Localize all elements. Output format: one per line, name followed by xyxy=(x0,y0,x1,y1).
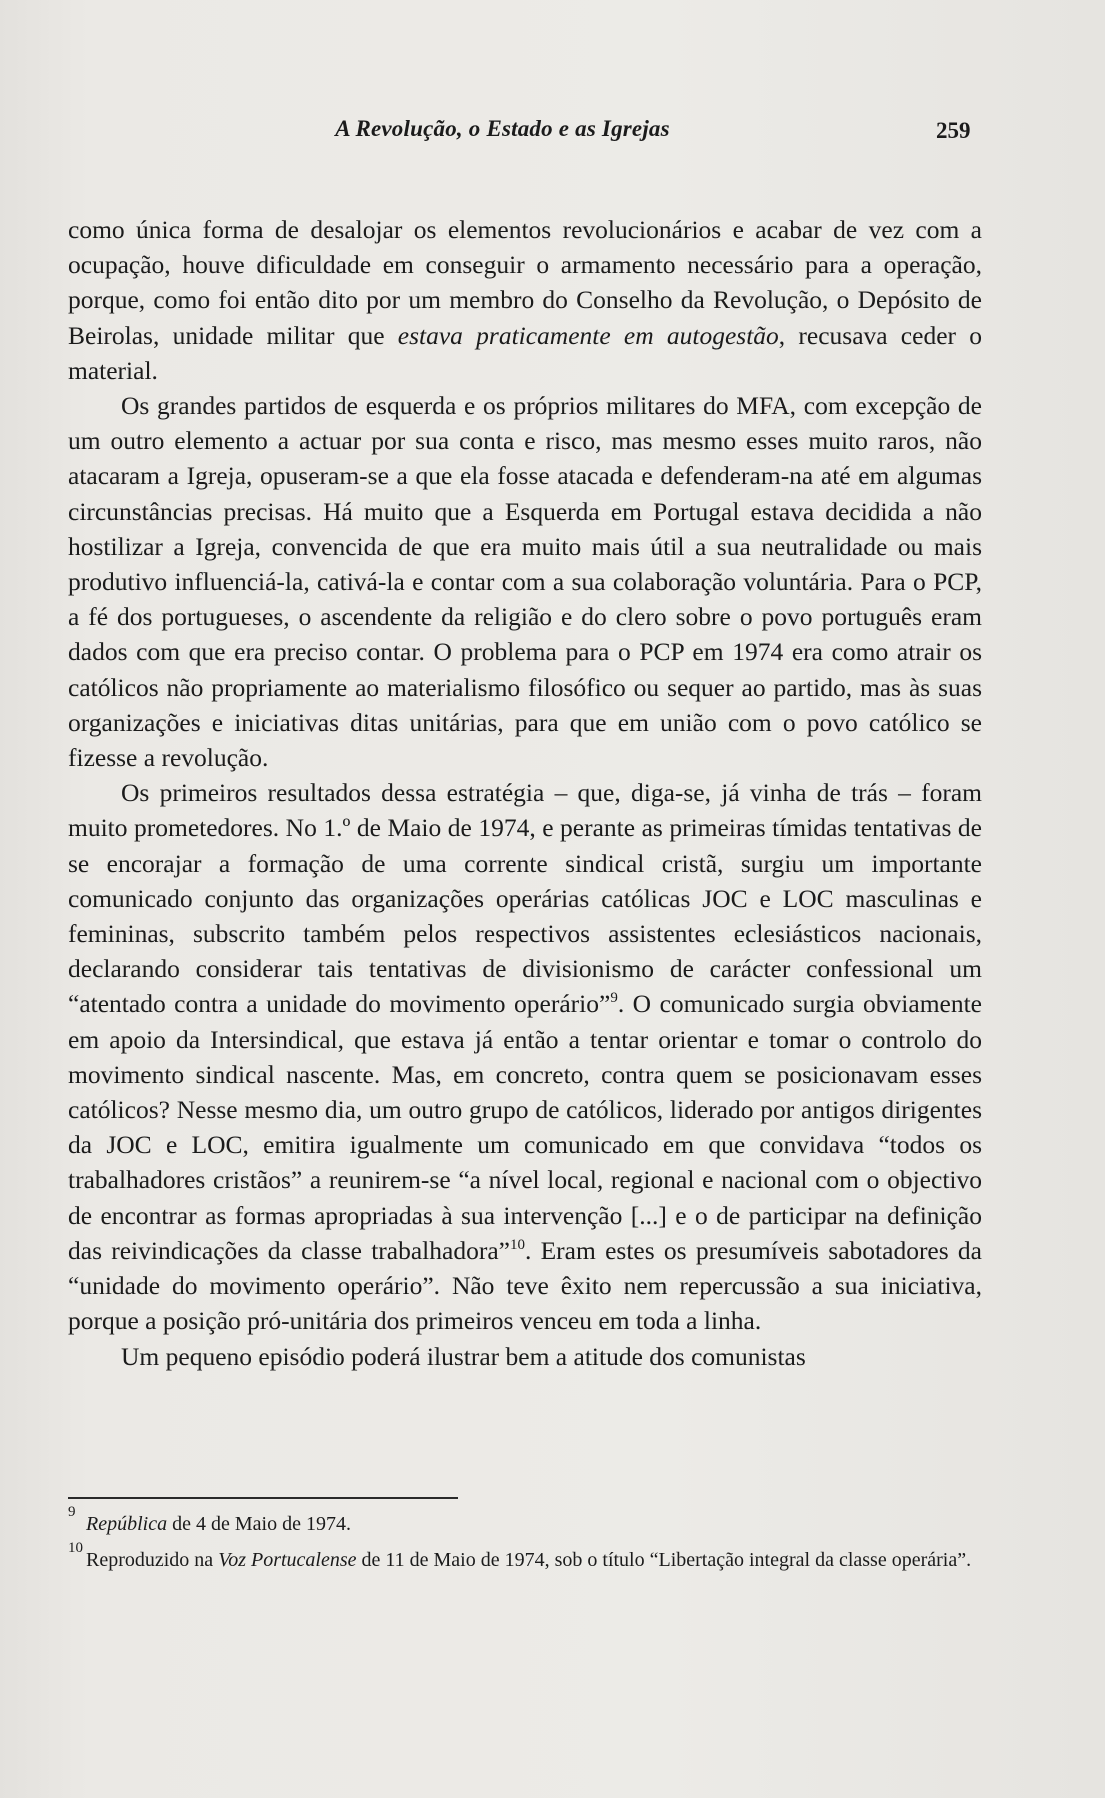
paragraph-3-text-c: . Eram estes os presumíveis sabotadores da “unidade do movimento operário”. Não teve êxito nem repercussão a sua iniciativa, porque a posição pró-unitária dos primeiros venceu em toda a linha. xyxy=(68,1235,983,1336)
footnote-9-text: de 4 de Maio de 1974. xyxy=(167,1513,351,1535)
paragraph-1-emphasis: estava praticamente em autogestão xyxy=(397,320,779,350)
footnotes xyxy=(68,1500,982,1572)
footnote-9 xyxy=(68,1504,982,1536)
paragraph-1 xyxy=(68,212,982,388)
footnote-10-text-b: de 11 de Maio de 1974, sob o título “Libertação integral da classe operária”. xyxy=(356,1549,972,1571)
footnote-ref-9: 9 xyxy=(610,990,618,1007)
paragraph-4: Um pequeno episódio poderá ilustrar bem a atitude dos comunistas xyxy=(121,1341,806,1371)
footnote-10-source: Voz Portucalense xyxy=(218,1549,357,1571)
paragraph-2: Os grandes partidos de esquerda e os próprios militares do MFA, com excepção de um outro elemento a actuar por sua conta e risco, mas mesmo esses muito raros, não atacaram a Igreja, opuseram-se a que ela fosse atacada e defenderam-na até em algumas circunstâncias precisas. Há muito que a Esquerda em Portugal estava decidida a não hostilizar a Igreja, convencida de que era muito mais útil a sua neutralidade ou mais produtivo influenciá-la, cativá-la e contar com a sua colaboração voluntária. Para o PCP, a fé dos portugueses, o ascendente da religião e do clero sobre o povo português eram dados com que era preciso contar. O problema para o PCP em 1974 era como atrair os católicos não propriamente ao materialismo filosófico ou sequer ao partido, mas às suas organizações e iniciativas ditas unitárias, para que em união com o povo católico se fizesse a revolução. xyxy=(68,391,982,773)
footnote-10 xyxy=(68,1540,982,1572)
paragraph-3-text-a: Os primeiros resultados dessa estratégia – que, diga-se, já vinha de trás – foram muito prometedores. No 1.º de Maio de 1974, e perante as primeiras tímidas tentativas de se encorajar a formação de uma corrente sindical cristã, surgiu um importante comunicado conjunto das organizações operárias católicas JOC e LOC masculinas e femininas, subscrito também pelos respectivos assistentes eclesiásticos nacionais, declarando considerar tais tentativas de divisionismo de carácter confessional um “atentado contra a unidade do movimento operário” xyxy=(68,778,982,1019)
footnote-divider xyxy=(68,1497,458,1499)
footnote-9-mark: 9 xyxy=(68,1504,76,1520)
footnote-10-text-a: Reproduzido na xyxy=(86,1549,219,1571)
footnote-10-mark: 10 xyxy=(68,1540,83,1556)
body-text xyxy=(68,212,982,1374)
paragraph-3-text-b: . O comunicado surgia obviamente em apoio da Intersindical, que estava já então a tentar orientar e tomar o controlo do movimento sindical nascente. Mas, em concreto, contra quem se posicionavam esses católicos? Nesse mesmo dia, um outro grupo de católicos, liderado por antigos dirigentes da JOC e LOC, emitira igualmente um comunicado em que convidava “todos os trabalhadores cristãos” a reunirem-se “a nível local, regional e nacional com o objectivo de encontrar as formas apropriadas à sua intervenção [...] e o de participar na definição das reivindicações da classe trabalhadora” xyxy=(68,989,982,1265)
footnote-ref-10: 10 xyxy=(509,1236,525,1253)
footnote-9-source: República xyxy=(86,1513,168,1535)
running-head-title: A Revolução, o Estado e as Igrejas xyxy=(335,116,670,141)
paragraph-3 xyxy=(68,775,982,1338)
paragraph-1-text-b: , recusava ceder o material. xyxy=(68,320,982,385)
page-number: 259 xyxy=(936,118,971,143)
paragraph-1-text-a: como única forma de desalojar os elementos revolucionários e acabar de vez com a ocupação, houve dificuldade em conseguir o armamento necessário para a operação, porque, como foi então dito por um membro do Conselho da Revolução, o Depósito de Beirolas, unidade militar que xyxy=(68,215,982,350)
